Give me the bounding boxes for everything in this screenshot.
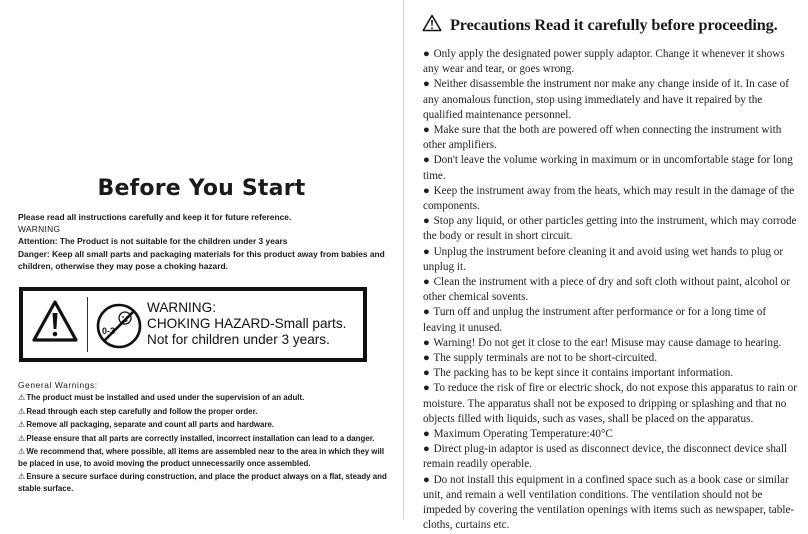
intro-block (18, 211, 390, 272)
page-title: Before You Start (97, 176, 306, 201)
right-page (404, 0, 808, 532)
bullet-icon: ● (423, 154, 430, 167)
precautions-list (423, 47, 798, 534)
general-warnings-list (18, 392, 390, 496)
danger-note: Danger: Keep all small parts and packaging materials for this product away from babies and children, otherwise they may pose a choking hazard. (18, 248, 385, 271)
bullet-icon: ● (423, 336, 430, 349)
bullet-icon: ● (423, 48, 430, 60)
general-warning-item: ⚠The product must be installed and used under the supervision of an adult. (18, 393, 305, 402)
warning-glyph-icon: ⚠ (18, 447, 26, 456)
warning-glyph-icon: ⚠ (18, 420, 26, 429)
warning-glyph-icon: ⚠ (18, 433, 26, 443)
bullet-icon: ● (423, 367, 430, 380)
precaution-item: ● Don't leave the volume working in maximum or in uncomfortable stage for long time. (423, 154, 793, 182)
warning-heading: WARNING: (147, 300, 216, 315)
bullet-icon: ● (423, 124, 430, 137)
precaution-item: ● To reduce the risk of fire or electric shock, do not expose this apparatus to rain or moisture. The apparatus shall not be exposed to dripping or splashing and that no objects filled with liquids, such as vases, shall be placed on the apparatus. (423, 382, 797, 425)
attention-note: Attention: The Product is not suitable for the children under 3 years (18, 236, 288, 247)
precaution-item: ● Clean the instrument with a piece of dry and soft cloth without paint, alcohol or other chemical sovents. (423, 276, 790, 304)
bullet-icon: ● (423, 382, 430, 395)
precaution-item: ● Maximum Operating Temperature:40°C (423, 428, 613, 441)
warning-label: WARNING (18, 224, 61, 235)
bullet-icon: ● (423, 184, 430, 197)
precaution-item: ● Do not install this equipment in a confined space such as a book case or similar unit, and remain a well ventilation conditions. The ventilation should not be impeded by covering the ventilation openings with items such as newspaper, table-cloths, curtains etc. (423, 473, 795, 532)
age-label: 0-3 (102, 326, 116, 336)
bullet-icon: ● (423, 245, 430, 258)
precautions-title: Precautions Read it carefully before proceeding. (450, 16, 778, 34)
warning-glyph-icon: ⚠ (18, 472, 26, 481)
precaution-item: ● Only apply the designated power supply adaptor. Change it whenever it shows any wear and tear, or goes wrong. (423, 48, 785, 76)
age-restriction-icon (91, 301, 147, 351)
precaution-item: ● Neither disassemble the instrument nor make any change inside of it. In case of any anomalous function, stop using immediately and have it repaired by the qualified maintenance personnel. (423, 78, 789, 121)
precaution-item: ● The supply terminals are not to be short-circuited. (423, 352, 658, 365)
precaution-item: ● Stop any liquid, or other particles getting into the instrument, which may corrode the body or result in short circuit. (423, 215, 797, 243)
bullet-icon: ● (423, 78, 430, 91)
bullet-icon: ● (423, 443, 430, 456)
general-warning-item: ⚠Ensure a secure surface during construction, and place the product always on a flat, steady and stable surface. (18, 472, 387, 493)
warning-glyph-icon: ⚠ (18, 393, 26, 402)
bullet-icon: ● (423, 276, 430, 289)
bullet-icon: ● (423, 352, 430, 365)
general-warning-item: ⚠Remove all packaging, separate and count all parts and hardware. (18, 420, 275, 429)
warning-glyph-icon: ⚠ (18, 406, 26, 416)
bullet-icon: ● (423, 306, 430, 319)
precaution-item: ● Keep the instrument away from the heats, which may result in the damage of the components. (423, 184, 795, 213)
bullet-icon: ● (423, 428, 430, 441)
read-note: Please read all instructions carefully and keep it for future reference. (18, 212, 292, 222)
precaution-item: ● Warning! Do not get it close to the ear! Misuse may cause damage to hearing. (423, 336, 782, 349)
choking-hazard-text (147, 300, 362, 348)
general-warning-item: ⚠Read through each step carefully and follow the proper order. (18, 406, 258, 416)
box-divider (87, 297, 88, 352)
caution-icon (422, 14, 442, 32)
left-page (0, 0, 403, 519)
choking-hazard-line: CHOKING HAZARD-Small parts. (147, 316, 347, 331)
general-warning-item: ⚠We recommend that, where possible, all items are assembled near to the area in which they will be placed in use, to avoid moving the product unnecessarily once assembled. (18, 447, 385, 468)
age-limit-line: Not for children under 3 years. (147, 332, 330, 347)
precaution-item: ● Direct plug-in adaptor is used as disconnect device, the disconnect device shall remain readily operable. (423, 443, 788, 471)
precaution-item: ● The packing has to be kept since it contains important information. (423, 367, 734, 380)
bullet-icon: ● (423, 473, 430, 486)
precaution-item: ● Turn off and unplug the instrument after performance or for a long time of leaving it unused. (423, 306, 767, 334)
general-warnings-heading: General Warnings: (18, 380, 98, 390)
precaution-item: ● Make sure that the both are powered off when connecting the instrument with other amplifiers. (423, 124, 782, 152)
precaution-item: ● Unplug the instrument before cleaning it and avoid using wet hands to plug or unplug it. (423, 245, 784, 273)
general-warning-item: ⚠Please ensure that all parts are correctly installed, incorrect installation can lead to a danger. (18, 433, 375, 443)
bullet-icon: ● (423, 215, 430, 228)
choking-hazard-box (19, 287, 367, 362)
precautions-header (422, 14, 778, 36)
warning-triangle-icon (31, 299, 79, 343)
